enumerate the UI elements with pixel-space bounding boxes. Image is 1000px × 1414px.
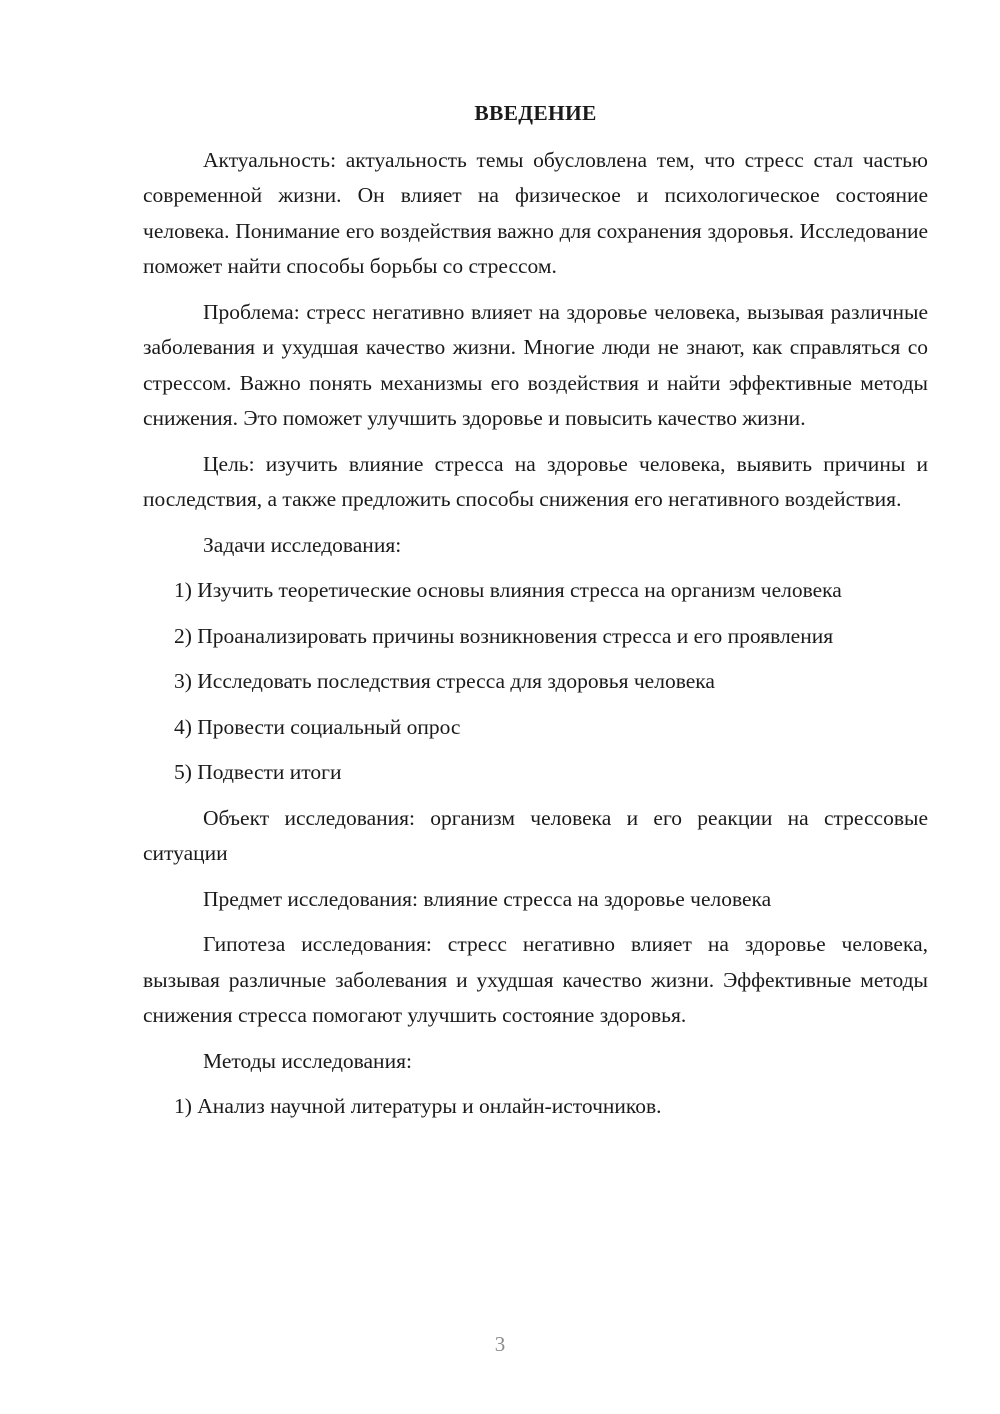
page-number: 3	[494, 1332, 506, 1356]
tasks-heading: Задачи исследования:	[203, 532, 402, 557]
task-item: 3) Исследовать последствия стресса для здоровья человека	[174, 669, 715, 693]
section-title: ВВЕДЕНИЕ	[474, 101, 597, 125]
methods-heading: Методы исследования:	[203, 1048, 412, 1073]
goal-paragraph: Цель: изучить влияние стресса на здоровье человека, выявить причины и последствия, а также предложить способы снижения его негативного воздействия.	[143, 451, 928, 511]
task-item: 4) Провести социальный опрос	[174, 714, 461, 739]
hypothesis-paragraph: Гипотеза исследования: стресс негативно влияет на здоровье человека, вызывая различные заболевания и ухудшая качество жизни. Эффективные методы снижения стресса помогают улучшить состояние здоровья.	[143, 932, 928, 1027]
task-item: 2) Проанализировать причины возникновения стресса и его проявления	[174, 623, 834, 648]
object-paragraph: Объект исследования: организм человека и его реакции на стрессовые ситуации	[143, 805, 928, 865]
method-item: 1) Анализ научной литературы и онлайн-источников.	[174, 1094, 662, 1118]
task-item: 1) Изучить теоретические основы влияния стресса на организм человека	[174, 578, 842, 602]
subject-paragraph: Предмет исследования: влияние стресса на здоровье человека	[203, 886, 772, 911]
relevance-paragraph: Актуальность: актуальность темы обусловлена тем, что стресс стал частью современной жизни. Он влияет на физическое и психологическое состояние человека. Понимание его воздействия важно для сохранения здоровья. Исследование поможет найти способы борьбы со стрессом.	[143, 147, 928, 278]
task-item: 5) Подвести итоги	[174, 760, 342, 784]
problem-paragraph: Проблема: стресс негативно влияет на здоровье человека, вызывая различные заболевания и ухудшая качество жизни. Многие люди не знают, как справляться со стрессом. Важно понять механизмы его воздействия и найти эффективные методы снижения. Это поможет улучшить здоровье и повысить качество жизни.	[143, 299, 928, 430]
document-page	[143, 96, 928, 1135]
